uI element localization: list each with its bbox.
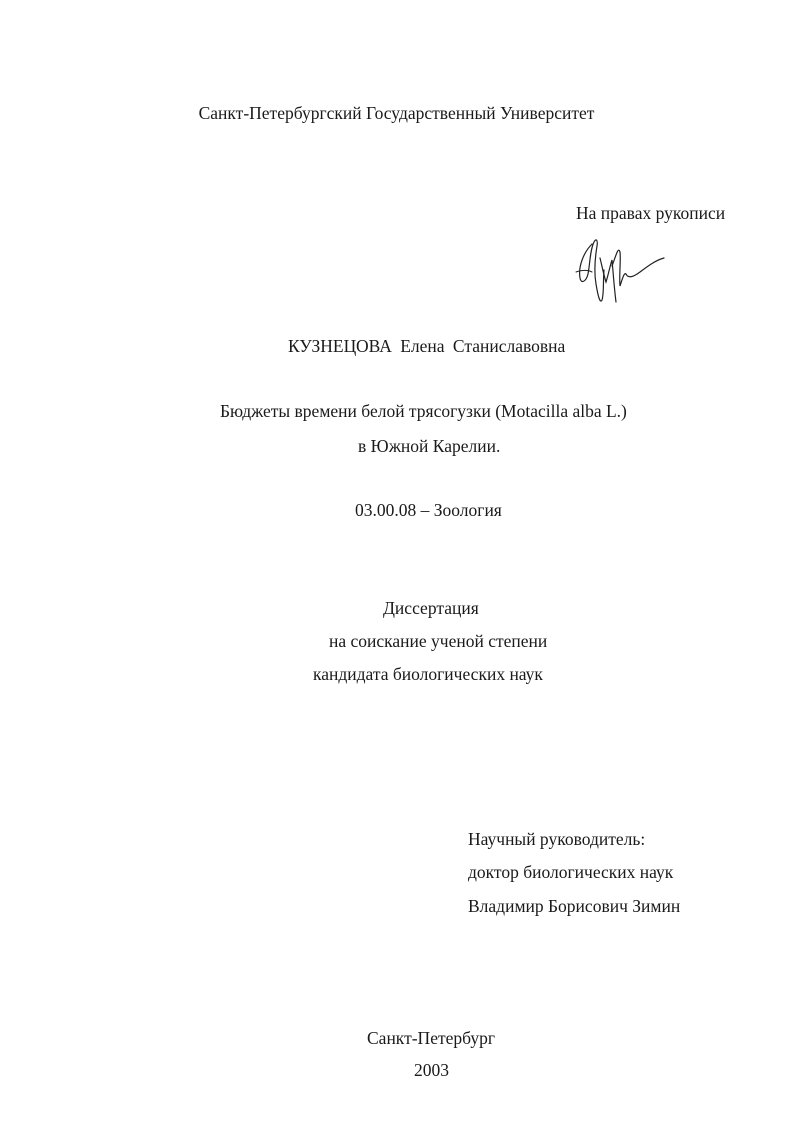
specialty-code: 03.00.08 – Зоология	[355, 500, 502, 520]
manuscript-note: На правах рукописи	[576, 203, 726, 223]
thesis-title-line-2: в Южной Карелии.	[358, 436, 501, 456]
degree-name: кандидата биологических наук	[313, 664, 543, 684]
degree-purpose: на соискание ученой степени	[329, 631, 548, 651]
year: 2003	[414, 1060, 449, 1080]
supervisor-label: Научный руководитель:	[468, 829, 646, 849]
university-name: Санкт-Петербургский Государственный Университет	[198, 103, 595, 123]
thesis-title-line-1: Бюджеты времени белой трясогузки (Motacilla alba L.)	[220, 401, 627, 421]
author-name: КУЗНЕЦОВА Елена Станиславовна	[288, 336, 566, 356]
supervisor-degree: доктор биологических наук	[468, 862, 674, 882]
handwritten-signature	[570, 226, 670, 308]
dissertation-label: Диссертация	[383, 598, 479, 618]
supervisor-name: Владимир Борисович Зимин	[468, 896, 681, 916]
city: Санкт-Петербург	[367, 1028, 496, 1048]
